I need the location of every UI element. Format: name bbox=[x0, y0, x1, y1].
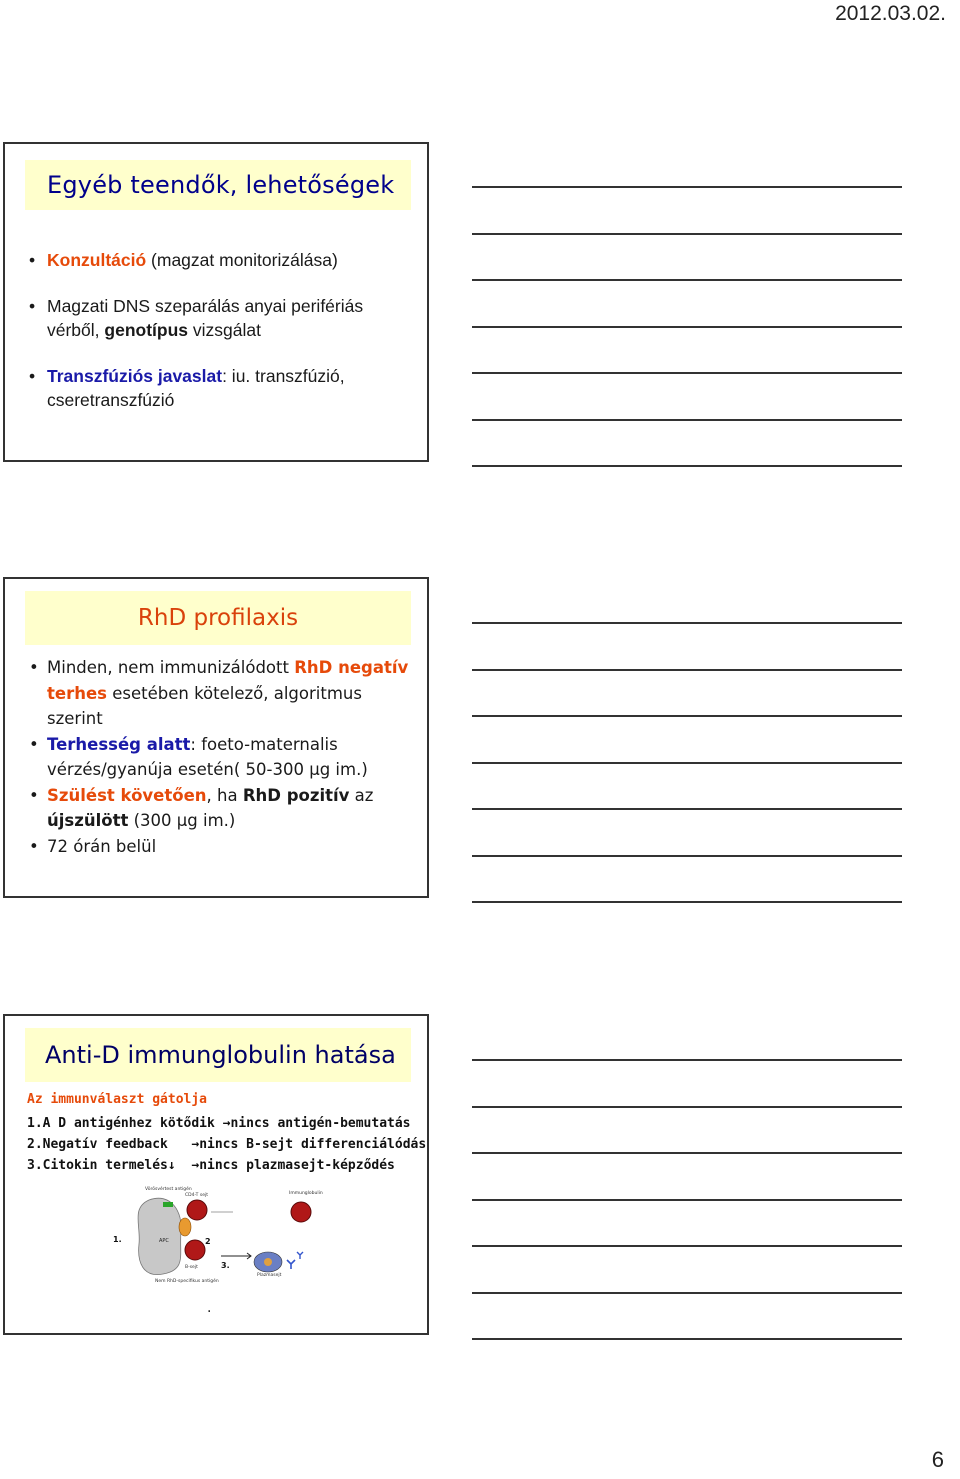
red-cell-shape bbox=[185, 1240, 205, 1260]
diagram-label: B-sejt bbox=[185, 1265, 198, 1270]
arrow-icon: → bbox=[191, 1158, 200, 1173]
step-result: nincs antigén-bemutatás bbox=[230, 1116, 411, 1131]
red-cell-shape bbox=[291, 1202, 311, 1222]
bold-text: újszülött bbox=[47, 811, 129, 830]
bullet-item bbox=[27, 732, 419, 783]
bold-text: RhD pozitív bbox=[242, 785, 350, 805]
highlight-text: Szülést követően bbox=[47, 785, 207, 805]
step-label: 2.Negatív feedback bbox=[27, 1137, 192, 1152]
slide-title: RhD profilaxis bbox=[137, 605, 299, 631]
nucleus-shape bbox=[264, 1258, 272, 1266]
print-date: 2012.03.02. bbox=[835, 2, 946, 25]
slide-title-bar bbox=[25, 591, 411, 645]
step-number: 3. bbox=[221, 1261, 230, 1270]
bullet-text: az bbox=[349, 785, 374, 805]
diagram-label: Immunglobulin bbox=[289, 1191, 323, 1196]
highlight-text: Terhesség alatt bbox=[47, 734, 191, 754]
bullet-item bbox=[27, 655, 419, 732]
highlight-text: Konzultáció bbox=[47, 250, 147, 270]
bullet-text: (300 µg im.) bbox=[128, 811, 236, 830]
receptor-shape bbox=[163, 1202, 173, 1207]
bullet-text: : foeto-maternalis vérzés/gyanúja esetén( 50-300 µg im.) bbox=[47, 734, 368, 779]
arrow-icon: → bbox=[222, 1116, 231, 1131]
stray-dot: . bbox=[207, 1300, 212, 1316]
arrow-icon: → bbox=[191, 1137, 200, 1152]
apc-cell-shape bbox=[138, 1198, 181, 1274]
step-number: 1. bbox=[113, 1235, 122, 1244]
slide-subtitle: Az immunválaszt gátolja bbox=[27, 1092, 208, 1107]
bullet-text: : iu. transzfúzió, cseretranszfúzió bbox=[47, 366, 345, 410]
bullet-item bbox=[27, 783, 419, 834]
bullet-text: Minden, nem immunizálódott bbox=[47, 658, 295, 677]
bullet-item bbox=[27, 364, 419, 412]
slide-other-tasks bbox=[3, 142, 429, 462]
step-number: 2 bbox=[205, 1237, 211, 1246]
step-label: 1.A D antigénhez kötődik bbox=[27, 1116, 223, 1131]
red-cell-shape bbox=[187, 1200, 207, 1220]
bullet-text: (magzat monitorizálása) bbox=[146, 250, 338, 270]
mechanism-steps bbox=[27, 1113, 426, 1176]
bullet-text: 72 órán belül bbox=[47, 836, 157, 856]
slide-title-bar bbox=[25, 1028, 411, 1082]
bullet-text: Magzati DNS szeparálás anyai perifériás vérből, bbox=[47, 296, 364, 340]
step-result: nincs B-sejt differenciálódás bbox=[199, 1137, 427, 1152]
antibody-shape bbox=[297, 1252, 303, 1259]
slide-title-bar bbox=[25, 160, 411, 210]
highlight-text: Transzfúziós javaslat bbox=[47, 366, 223, 386]
bullet-item bbox=[27, 294, 419, 342]
slide-title: Egyéb teendők, lehetőségek bbox=[47, 171, 395, 199]
notes-lines bbox=[472, 622, 902, 948]
diagram-label: Plazmasejt bbox=[257, 1273, 282, 1278]
bullet-list bbox=[27, 248, 419, 434]
slide-anti-d-effect bbox=[3, 1014, 429, 1335]
page-number: 6 bbox=[931, 1447, 944, 1472]
step-label: 3.Citokin termelés↓ bbox=[27, 1158, 192, 1173]
diagram-label: Vörösvértest antigén bbox=[145, 1187, 192, 1192]
slide-title: Anti-D immunglobulin hatása bbox=[45, 1041, 396, 1069]
diagram-label: APC bbox=[159, 1238, 169, 1244]
step-result: nincs plazmasejt-képződés bbox=[199, 1158, 395, 1173]
t-cell-shape bbox=[179, 1218, 191, 1236]
slide-rhd-prophylaxis bbox=[3, 577, 429, 898]
bold-text: genotípus bbox=[104, 320, 188, 340]
bullet-text: esetében kötelező, algoritmus szerint bbox=[47, 683, 362, 728]
bullet-item bbox=[27, 834, 419, 860]
diagram-label: CD4-T sejt bbox=[185, 1193, 208, 1198]
step-row bbox=[27, 1155, 426, 1176]
highlight-text: RhD negatív terhes bbox=[47, 658, 409, 703]
notes-lines bbox=[472, 186, 902, 512]
antibody-shape bbox=[287, 1260, 295, 1269]
bullet-list bbox=[27, 655, 419, 859]
bullet-text: , ha bbox=[206, 785, 243, 805]
step-row bbox=[27, 1134, 426, 1155]
bullet-item bbox=[27, 248, 419, 272]
step-row bbox=[27, 1113, 426, 1134]
notes-lines bbox=[472, 1059, 902, 1385]
immune-mechanism-diagram bbox=[101, 1182, 331, 1284]
diagram-label: Nem RhD-specifikus antigén bbox=[155, 1279, 219, 1284]
bullet-text: vizsgálat bbox=[188, 320, 261, 340]
